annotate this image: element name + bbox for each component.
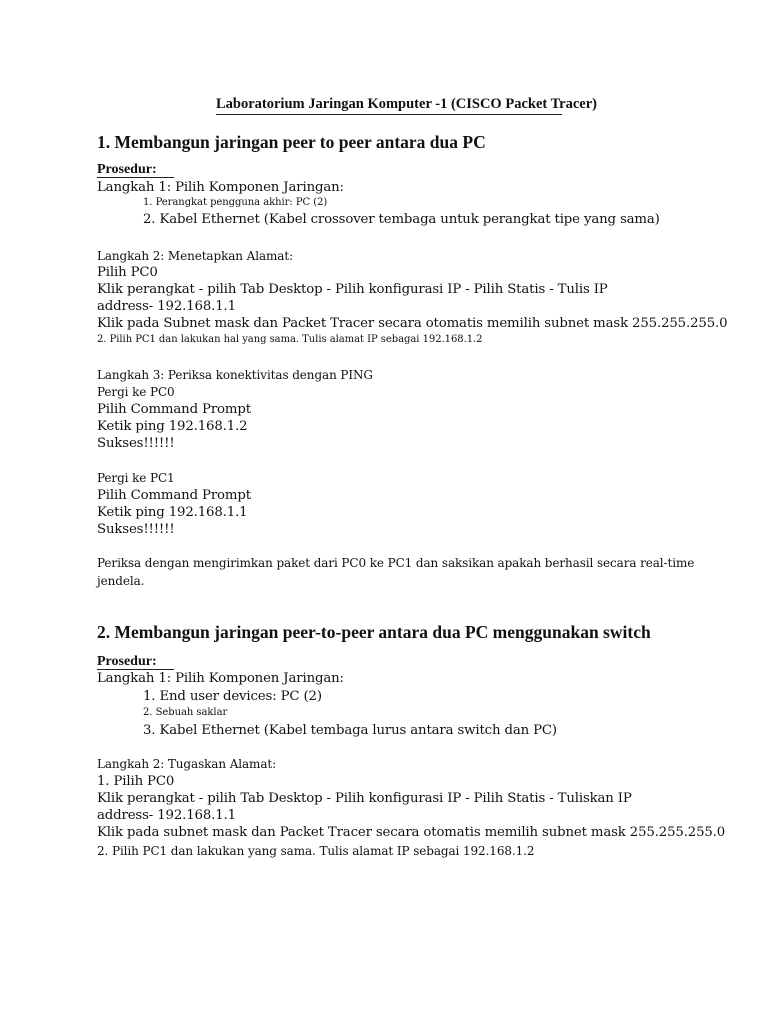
- section1-pergi-pc1: Pergi ke PC1: [97, 471, 175, 485]
- section2-address: address- 192.168.1.1: [97, 808, 236, 823]
- section2-pilih-pc1: 2. Pilih PC1 dan lakukan yang sama. Tulis alamat IP sebagai 192.168.1.2: [97, 844, 535, 858]
- section1-command-prompt-2: Pilih Command Prompt: [97, 488, 251, 503]
- section2-heading: 2. Membangun jaringan peer-to-peer antara dua PC menggunakan switch: [97, 622, 651, 642]
- section1-klik-perangkat: Klik perangkat - pilih Tab Desktop - Pilih konfigurasi IP - Pilih Statis - Tulis IP: [97, 282, 608, 297]
- section1-command-prompt-1: Pilih Command Prompt: [97, 402, 251, 417]
- section1-address: address- 192.168.1.1: [97, 299, 236, 314]
- section2-item3: 3. Kabel Ethernet (Kabel tembaga lurus antara switch dan PC): [143, 723, 557, 738]
- section1-pilih-pc1: 2. Pilih PC1 dan lakukan hal yang sama. Tulis alamat IP sebagai 192.168.1.2: [97, 334, 483, 345]
- section2-prosedur-underline: [97, 669, 174, 670]
- title-underline: [216, 114, 562, 115]
- section2-item1: 1. End user devices: PC (2): [143, 689, 322, 704]
- section2-pilih-pc0: 1. Pilih PC0: [97, 774, 175, 789]
- section1-pilih-pc0: Pilih PC0: [97, 265, 158, 280]
- section1-ping-2: Ketik ping 192.168.1.1: [97, 505, 248, 520]
- section2-prosedur-label: Prosedur:: [97, 654, 157, 669]
- section1-periksa-line1: Periksa dengan mengirimkan paket dari PC0 ke PC1 dan saksikan apakah berhasil secara real-time: [97, 556, 695, 570]
- section1-heading: 1. Membangun jaringan peer to peer antara dua PC: [97, 132, 486, 152]
- section1-langkah1: Langkah 1: Pilih Komponen Jaringan:: [97, 180, 344, 195]
- section2-klik-perangkat: Klik perangkat - pilih Tab Desktop - Pilih konfigurasi IP - Pilih Statis - Tuliskan IP: [97, 791, 632, 806]
- section1-item1: 1. Perangkat pengguna akhir: PC (2): [143, 197, 328, 208]
- section1-sukses-1: Sukses!!!!!!: [97, 436, 175, 451]
- document-title: Laboratorium Jaringan Komputer -1 (CISCO Packet Tracer): [216, 96, 597, 112]
- section2-item2: 2. Sebuah saklar: [143, 707, 228, 718]
- section1-prosedur-label: Prosedur:: [97, 162, 157, 177]
- section1-sukses-2: Sukses!!!!!!: [97, 522, 175, 537]
- section1-pergi-pc0: Pergi ke PC0: [97, 385, 175, 399]
- section2-langkah1: Langkah 1: Pilih Komponen Jaringan:: [97, 671, 344, 686]
- section1-langkah3: Langkah 3: Periksa konektivitas dengan PING: [97, 368, 373, 382]
- section2-langkah2: Langkah 2: Tugaskan Alamat:: [97, 757, 277, 771]
- section2-subnet-mask: Klik pada subnet mask dan Packet Tracer secara otomatis memilih subnet mask 255.255.255.0: [97, 825, 726, 840]
- section1-langkah2: Langkah 2: Menetapkan Alamat:: [97, 249, 293, 263]
- section1-subnet-mask: Klik pada Subnet mask dan Packet Tracer secara otomatis memilih subnet mask 255.255.255.0: [97, 316, 728, 331]
- section1-prosedur-underline: [97, 177, 174, 178]
- section1-periksa-line2: jendela.: [97, 574, 145, 588]
- section1-ping-1: Ketik ping 192.168.1.2: [97, 419, 248, 434]
- section1-item2: 2. Kabel Ethernet (Kabel crossover tembaga untuk perangkat tipe yang sama): [143, 212, 660, 227]
